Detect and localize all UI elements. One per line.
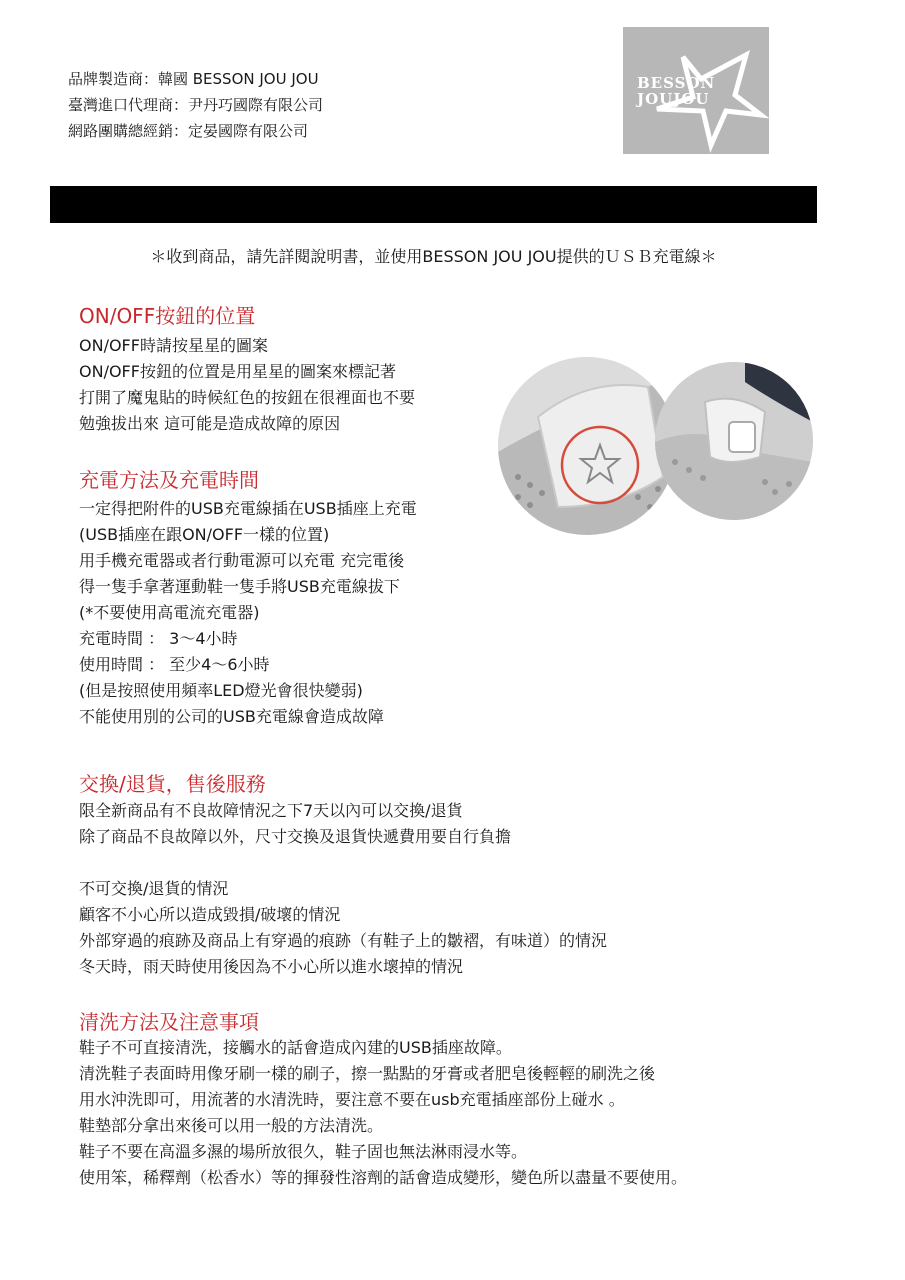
text-line: 用手機充電器或者行動電源可以充電 充完電後 [79, 551, 405, 570]
section-exchange [79, 771, 607, 980]
section-title: 交換/退貨，售後服務 [79, 772, 266, 796]
text-line: 外部穿過的痕跡及商品上有穿過的痕跡（有鞋子上的皺褶，有味道）的情況 [79, 931, 608, 950]
section-charging [79, 467, 417, 730]
text-line: 不能使用別的公司的USB充電線會造成故障 [79, 707, 384, 726]
section-cleaning [79, 1009, 687, 1191]
text-line: (但是按照使用頻率LED燈光會很快變弱) [79, 681, 363, 700]
text-line: (*不要使用高電流充電器) [79, 603, 260, 622]
text-line: 打開了魔鬼貼的時候紅色的按鈕在很裡面也不要 [79, 388, 416, 407]
text-line: 勉強拔出來 這可能是造成故障的原因 [79, 414, 341, 433]
manufacturer-line: 品牌製造商：韓國 BESSON JOU JOU [68, 70, 319, 88]
text-line: ON/OFF按鈕的位置是用星星的圖案來標記著 [79, 362, 396, 381]
text-line: 除了商品不良故障以外，尺寸交換及退貨快遞費用要自行負擔 [79, 827, 512, 846]
text-line: 冬天時，雨天時使用後因為不小心所以進水壞掉的情況 [79, 957, 464, 976]
section-title: ON/OFF按鈕的位置 [79, 304, 256, 328]
text-line: 鞋子不要在高溫多濕的場所放很久，鞋子固也無法淋雨浸水等。 [79, 1142, 528, 1161]
text-line: 使用笨，稀釋劑（松香水）等的揮發性溶劑的話會造成變形，變色所以盡量不要使用。 [79, 1168, 688, 1187]
distributor-line: 網路團購總經銷：定晏國際有限公司 [68, 122, 309, 140]
brand-logo [623, 27, 769, 154]
text-line: 限全新商品有不良故障情況之下7天以內可以交換/退貨 [79, 801, 463, 820]
text-line: ON/OFF時請按星星的圖案 [79, 336, 268, 355]
logo-wordmark: BESSON JOUJOU [637, 74, 716, 108]
text-line: 用水沖洗即可，用流著的水清洗時，要注意不要在usb充電插座部份上碰水 。 [79, 1090, 625, 1109]
text-line: 顧客不小心所以造成毀損/破壞的情況 [79, 905, 341, 924]
spacer [79, 850, 607, 876]
header-bar [50, 186, 817, 223]
text-line: 不可交換/退貨的情況 [79, 879, 229, 898]
notice-line: ＊收到商品，請先詳閱說明書，並使用BESSON JOU JOU提供的ＵＳＢ充電線＊ [150, 247, 717, 266]
text-line: 充電時間 ： 3～4小時 [79, 629, 238, 648]
text-line: 得一隻手拿著運動鞋一隻手將USB充電線拔下 [79, 577, 400, 596]
section-title: 充電方法及充電時間 [79, 468, 259, 492]
text-line: 鞋子不可直接清洗，接觸水的話會造成內建的USB插座故障。 [79, 1038, 512, 1057]
text-line: 鞋墊部分拿出來後可以用一般的方法清洗。 [79, 1116, 384, 1135]
text-line: 清洗鞋子表面時用像牙刷一樣的刷子，擦一點點的牙膏或者肥皂後輕輕的刷洗之後 [79, 1064, 656, 1083]
shoe-photo-usb-port [655, 362, 813, 520]
agent-line: 臺灣進口代理商：尹丹巧國際有限公司 [68, 96, 324, 114]
section-onoff [79, 303, 415, 437]
company-info [68, 66, 323, 144]
text-line: 一定得把附件的USB充電線插在USB插座上充電 [79, 499, 417, 518]
text-line: 使用時間 ： 至少4～6小時 [79, 655, 270, 674]
section-title: 清洗方法及注意事項 [79, 1010, 259, 1034]
text-line: (USB插座在跟ON/OFF一樣的位置) [79, 525, 330, 544]
shoe-photo-star-button [498, 357, 676, 535]
